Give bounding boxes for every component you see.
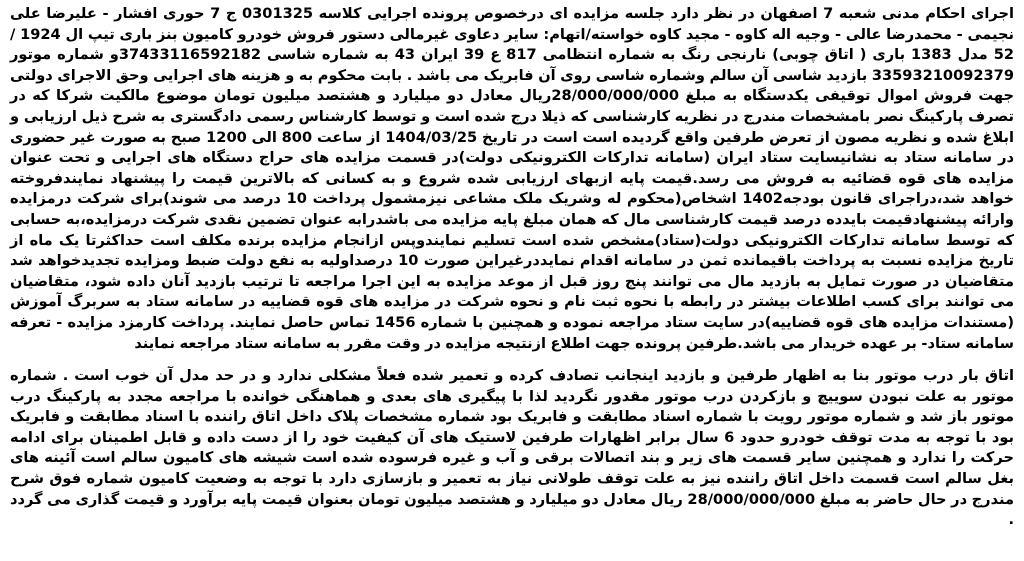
notice-paragraph-expert-report: اتاق بار درب موتور بنا به اظهار طرفین و بازدید اینجانب تصادف کرده و تعمیر شده فعلاً مشکلی ندارد و در حد مدل آن خوب است . شماره موتور به علت نبودن سوییچ و بازکردن درب موتور مقدور نگردید لذا با پیگیری های بعدی و هماهنگی خوانده با مراجعه مجدد به پارکینگ درب موتور باز شد و شماره موتور رویت با شماره اسناد مطابقت و فابریک بود شماره مشخصات پلاک داخل اتاق راننده با اسناد مطابقت و فابریک بود با توجه به مدت توقف خودرو حدود 6 سال برابر اظهارات طرفین لاستیک های آن کیفیت خود را از دست داده و قابل اطمینان برای ادامه حرکت را ندارد و همچنین سایر قسمت های زیر و بند اتصالات برقی و آب و غیره فرسوده شده است شیشه های کامیون سالم است آئینه های بغل سالم است قسمت داخل اتاق راننده نیز به علت توقف طولانی نیاز به تعمیر و بازسازی دارد با توجه به وضعیت کامیون شماره فوق شرح مندرج در حال حاضر به مبلغ 28/000/000/000 ریال معادل دو میلیارد و هشتصد میلیون تومان بعنوان قیمت پایه برآورد و قیمت گذاری می گردد . (10, 367, 1014, 529)
notice-paragraph-main: اجرای احکام مدنی شعبه 7 اصفهان در نظر دارد جلسه مزایده ای درخصوص پرونده اجرایی کلاسه 0301325 ج 7 حوری افشار - علیرضا علی نجیمی - محمدرضا عالی - وجیه اله کاوه - مجید کاوه خواسته/اتهام: سایر دعاوی غیرمالی دستور فروش خودرو کامیون بنز باری تیپ ال 1924 / 52 مدل 1383 باری ( اتاق چوبی) نارنجی رنگ به شماره انتظامی 817 ع 39 ایران 43 به شماره شاسی 37433116592182و شماره موتور 33593210092379 بازدید شاسی آن سالم وشماره شاسی روی آن فابریک می باشد . بابت محکوم به و هزینه های اجرایی وحق الاجرای دولتی جهت فروش اموال توقیفی یکدستگاه به مبلغ 28/000/000/000ریال معادل دو میلیارد و هشتصد میلیون تومان موضوع مالکیت شرکا که در تصرف پارکینگ نصر بامشخصات مندرج در نظریه کارشناسی که ذیلا درج شده است و توسط کارشناس رسمی دادگستری به شرح ذیل ارزیابی و ابلاغ شده و نظریه مصون از تعرض طرفین واقع گردیده است است در تاریخ 1404/03/25 از ساعت 800 الی 1200 صبح به صورت غیر حضوری در سامانه ستاد به نشانیسایت ستاد ایران (سامانه تدارکات الکترونیکی دولت)در قسمت مزایده های حراج دستگاه های اجرایی و تحت عنوان مزایده های قوه قضائیه به فروش می رسد.قیمت پایه ازبهای ارزیابی شده شروع و به کسانی که بالاترین قیمت را پیشنهاد نمایندفروخته خواهد شد،دراجرای قانون بودجه1402 اشخاص(محکوم له وشریک ملک مشاعی نیزمشمول پرداخت 10 درصد می شوند)برای شرکت درمزایده وارائه پیشنهادقیمت بایدده درصد قیمت کارشناسی مال که همان مبلغ پایه مزایده می باشدرابه عنوان تضمین نقدی شرکت درمزایده،به حسابی که توسط سامانه تدارکات الکترونیکی دولت(ستاد)مشخص شده است تسلیم نمایندوپس ازانجام مزایده برنده مکلف است حداکثرتا یک ماه از تاریخ مزایده نسبت به پرداخت باقیمانده ثمن در سامانه اقدام نمایددرغیراین صورت 10 درصداولیه به نفع دولت ضبط ومزایده تجدیدخواهد شد متقاضیان در صورت تمایل به بازدید مال می توانند پنج روز قبل از موعد مزایده به این اجرا مراجعه تا ترتیب بازدید آنان داده شود، متقاضیان می توانند برای کسب اطلاعات بیشتر در رابطه با نحوه ثبت نام و نحوه شرکت در مزایده های قوه قضاییه در سامانه ستاد به سربرگ آموزش (مستندات مزایده های قوه قضاییه)در سایت ستاد مراجعه نموده و همچنین با شماره 1456 تماس حاصل نمایند. پرداخت کارمزد مزایده - تعرفه سامانه ستاد- بر عهده خریدار می باشد.طرفین پرونده جهت اطلاع ازنتیجه مزایده در وقت مقرر به سامانه ستاد مراجعه نمایند (10, 5, 1015, 352)
